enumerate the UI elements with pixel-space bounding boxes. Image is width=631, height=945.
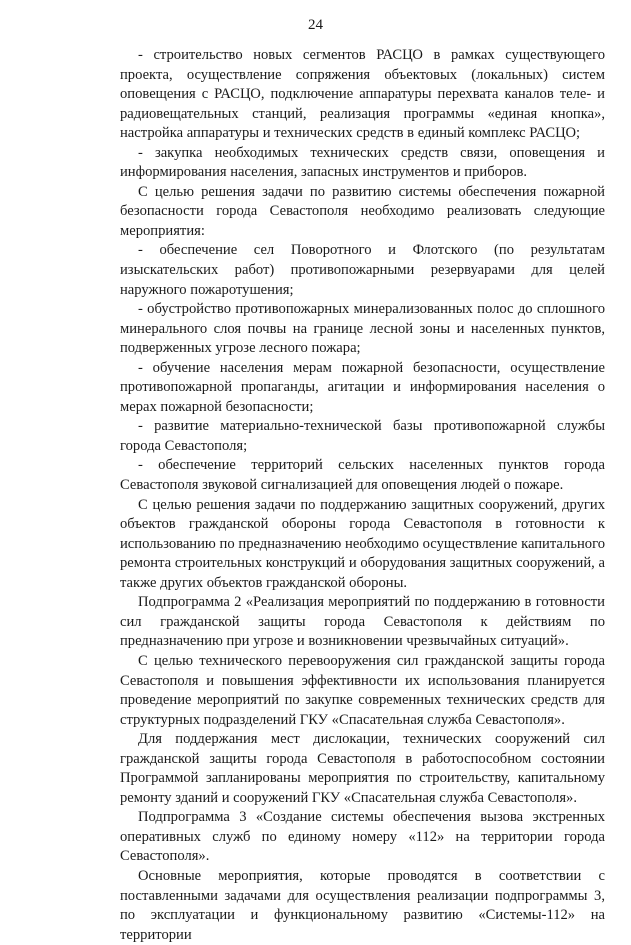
paragraph: - обустройство противопожарных минерализованных полос до сплошного минерального слоя почвы на границе лесной зоны и населенных пунктов, подверженных угрозе лесного пожара; — [120, 301, 605, 357]
paragraph: С целью решения задачи по поддержанию защитных сооружений, других объектов гражданской обороны города Севастополя в готовности к использованию по предназначению необходимо осуществление капитального ремонта строительных конструкций и оборудования защитных сооружений, а также других объектов гражданской обороны. — [120, 496, 605, 591]
paragraph: - развитие материально-технической базы противопожарной службы города Севастополя; — [120, 418, 605, 454]
paragraph: - строительство новых сегментов РАСЦО в рамках существующего проекта, осуществление сопряжения объектовых (локальных) систем оповещения с РАСЦО, подключение аппаратуры перехвата каналов теле- и радиовещательных станций, реализация программы «единая кнопка», настройка аппаратуры и технических средств в единый комплекс РАСЦО; — [120, 47, 605, 142]
paragraph: С целью решения задачи по развитию системы обеспечения пожарной безопасности города Севастополя необходимо реализовать следующие мероприятия: — [120, 183, 605, 239]
paragraph: Основные мероприятия, которые проводятся в соответствии с поставленными задачами для осуществления реализации подпрограммы 3, по эксплуатации и функциональному развитию «Системы-112» на территории — [120, 867, 605, 943]
paragraph: - закупка необходимых технических средств связи, оповещения и информирования населения, запасных инструментов и приборов. — [120, 144, 605, 181]
paragraph: Подпрограмма 3 «Создание системы обеспечения вызова экстренных оперативных служб по единому номеру «112» на территории города Севастополя». — [120, 809, 605, 865]
paragraph: - обеспечение территорий сельских населенных пунктов города Севастополя звуковой сигнализацией для оповещения людей о пожаре. — [120, 457, 605, 494]
page-number: 24 — [308, 17, 323, 33]
paragraph: - обеспечение сел Поворотного и Флотского (по результатам изыскательских работ) противопожарными резервуарами для целей наружного пожаротушения; — [120, 242, 605, 298]
paragraph: - обучение населения мерам пожарной безопасности, осуществление противопожарной пропаганды, агитации и информирования населения о мерах пожарной безопасности; — [120, 359, 605, 415]
document-body — [120, 46, 605, 945]
paragraph: С целью технического перевооружения сил гражданской защиты города Севастополя и повышения эффективности их использования планируется проведение мероприятий по закупке современных технических средств для структурных подразделений ГКУ «Спасательная служба Севастополя». — [120, 652, 605, 728]
paragraph: Для поддержания мест дислокации, технических сооружений сил гражданской защиты города Севастополя в работоспособном состоянии Программой запланированы мероприятия по строительству, капитальному ремонту зданий и сооружений ГКУ «Спасательная служба Севастополя». — [120, 731, 605, 806]
paragraph: Подпрограмма 2 «Реализация мероприятий по поддержанию в готовности сил гражданской защиты города Севастополя к действиям по предназначению при угрозе и возникновении чрезвычайных ситуаций». — [120, 594, 605, 650]
